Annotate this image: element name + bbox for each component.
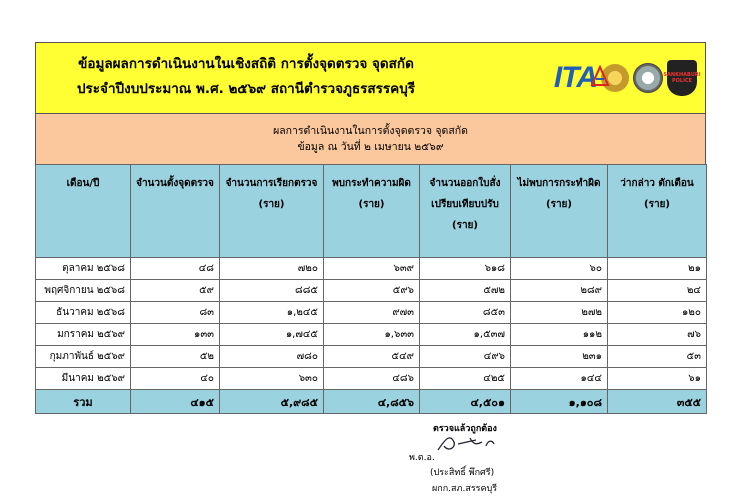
month-cell: มกราคม ๒๕๖๙ (36, 324, 131, 346)
column-header-line: จำนวนตั้งจุดตรวจ (136, 178, 214, 189)
value-cell: ๖๓๐ (220, 368, 324, 390)
total-value-cell: ๕,๙๘๕ (220, 390, 324, 414)
signer-position: ผกก.สภ.สรรคบุรี (432, 484, 498, 494)
column-header (324, 165, 420, 258)
month-cell: กุมภาพันธ์ ๒๕๖๙ (36, 346, 131, 368)
value-cell: ๑๔๔ (511, 368, 608, 390)
column-header (420, 165, 511, 258)
title-line-2: ประจำปีงบประมาณ พ.ศ. ๒๕๖๙ สถานีตำรวจภูธรสรรคบุรี (76, 81, 416, 97)
value-cell: ๘๓ (131, 302, 220, 324)
column-header-line: (ราย) (644, 199, 670, 210)
column-header (131, 165, 220, 258)
column-header-line: พบกระทำความผิด (332, 178, 411, 189)
column-header (36, 165, 131, 258)
column-header-line: (ราย) (358, 199, 385, 210)
value-cell: ๘๕๓ (420, 302, 511, 324)
value-cell: ๑,๕๓๗ (420, 324, 511, 346)
value-cell: ๗๒๐ (220, 258, 324, 280)
column-header-line: (ราย) (452, 220, 478, 231)
value-cell: ๑๑๒ (511, 324, 608, 346)
value-cell: ๕๗๒ (420, 280, 511, 302)
value-cell: ๕๓ (608, 346, 707, 368)
title-banner (35, 42, 706, 114)
value-cell: ๔๐ (131, 368, 220, 390)
column-header-line: เดือน/ปี (66, 178, 100, 189)
value-cell: ๒๓๑ (511, 346, 608, 368)
ita-logo: ITA (554, 61, 597, 95)
table-row (36, 258, 707, 280)
station-badge-icon: SANKHABURI POLICE (667, 60, 697, 96)
total-row (36, 390, 707, 414)
table-row (36, 280, 707, 302)
value-cell: ๑๒๐ (608, 302, 707, 324)
column-header-line: เปรียบเทียบปรับ (431, 199, 499, 210)
value-cell: ๒๔ (608, 280, 707, 302)
signature-icon (436, 432, 496, 456)
verified-label: ตรวจแล้วถูกต้อง (433, 424, 497, 434)
title-line-1: ข้อมูลผลการดำเนินงานในเชิงสถิติ การตั้งจุดตรวจ จุดสกัด (78, 56, 414, 72)
total-value-cell: ๔,๕๐๑ (420, 390, 511, 414)
value-cell: ๖๑๘ (420, 258, 511, 280)
subheader-banner (35, 114, 706, 164)
table-row (36, 368, 707, 390)
total-value-cell: ๓๕๕ (608, 390, 707, 414)
month-cell: ตุลาคม ๒๕๖๘ (36, 258, 131, 280)
total-value-cell: ๑,๑๐๘ (511, 390, 608, 414)
value-cell: ๔๘ (131, 258, 220, 280)
value-cell: ๗๘๐ (220, 346, 324, 368)
value-cell: ๖๐ (511, 258, 608, 280)
column-header-line: จำนวนการเรียกตรวจ (225, 178, 318, 189)
value-cell: ๕๒ (131, 346, 220, 368)
document (35, 42, 706, 414)
value-cell: ๑๓๓ (131, 324, 220, 346)
column-header-line: (ราย) (546, 199, 572, 210)
value-cell: ๑,๒๔๕ (220, 302, 324, 324)
value-cell: ๘๘๕ (220, 280, 324, 302)
table-header-row (36, 165, 707, 258)
column-header (608, 165, 707, 258)
column-header (511, 165, 608, 258)
column-header-line: ไม่พบการกระทำผิด (517, 178, 601, 189)
total-value-cell: ๔,๘๕๖ (324, 390, 420, 414)
total-value-cell: ๔๑๕ (131, 390, 220, 414)
month-cell: มีนาคม ๒๕๖๙ (36, 368, 131, 390)
value-cell: ๒๘๙ (511, 280, 608, 302)
month-cell: ธันวาคม ๒๕๖๘ (36, 302, 131, 324)
magnifier-seal-icon (633, 63, 663, 93)
subheader-line-2: ข้อมูล ณ วันที่ ๒ เมษายน ๒๕๖๙ (297, 141, 444, 153)
value-cell: ๕๙๖ (324, 280, 420, 302)
value-cell: ๑,๖๓๓ (324, 324, 420, 346)
table-row (36, 346, 707, 368)
value-cell: ๔๙๖ (420, 346, 511, 368)
value-cell: ๒๗๒ (511, 302, 608, 324)
table-row (36, 324, 707, 346)
value-cell: ๖๑ (608, 368, 707, 390)
total-label: รวม (36, 390, 131, 414)
value-cell: ๕๙ (131, 280, 220, 302)
value-cell: ๔๒๕ (420, 368, 511, 390)
month-cell: พฤศจิกายน ๒๕๖๘ (36, 280, 131, 302)
table-row (36, 302, 707, 324)
signer-name: (ประสิทธิ์ พึกศรี) (430, 468, 495, 478)
value-cell: ๖๓๙ (324, 258, 420, 280)
rank-label: พ.ต.อ. (409, 453, 435, 463)
page-title (36, 52, 456, 102)
ita-flag-icon (590, 65, 610, 87)
column-header-line: จำนวนออกใบสั่ง (429, 178, 501, 189)
results-table (35, 164, 707, 414)
column-header-line: ว่ากล่าว ตักเตือน (620, 178, 694, 189)
subheader-line-1: ผลการดำเนินงานในการตั้งจุดตรวจ จุดสกัด (273, 125, 468, 137)
column-header-line: (ราย) (258, 199, 285, 210)
column-header (220, 165, 324, 258)
value-cell: ๕๔๙ (324, 346, 420, 368)
value-cell: ๙๗๓ (324, 302, 420, 324)
logo-group (553, 55, 701, 101)
value-cell: ๑,๗๔๕ (220, 324, 324, 346)
value-cell: ๔๘๖ (324, 368, 420, 390)
value-cell: ๒๑ (608, 258, 707, 280)
value-cell: ๗๖ (608, 324, 707, 346)
